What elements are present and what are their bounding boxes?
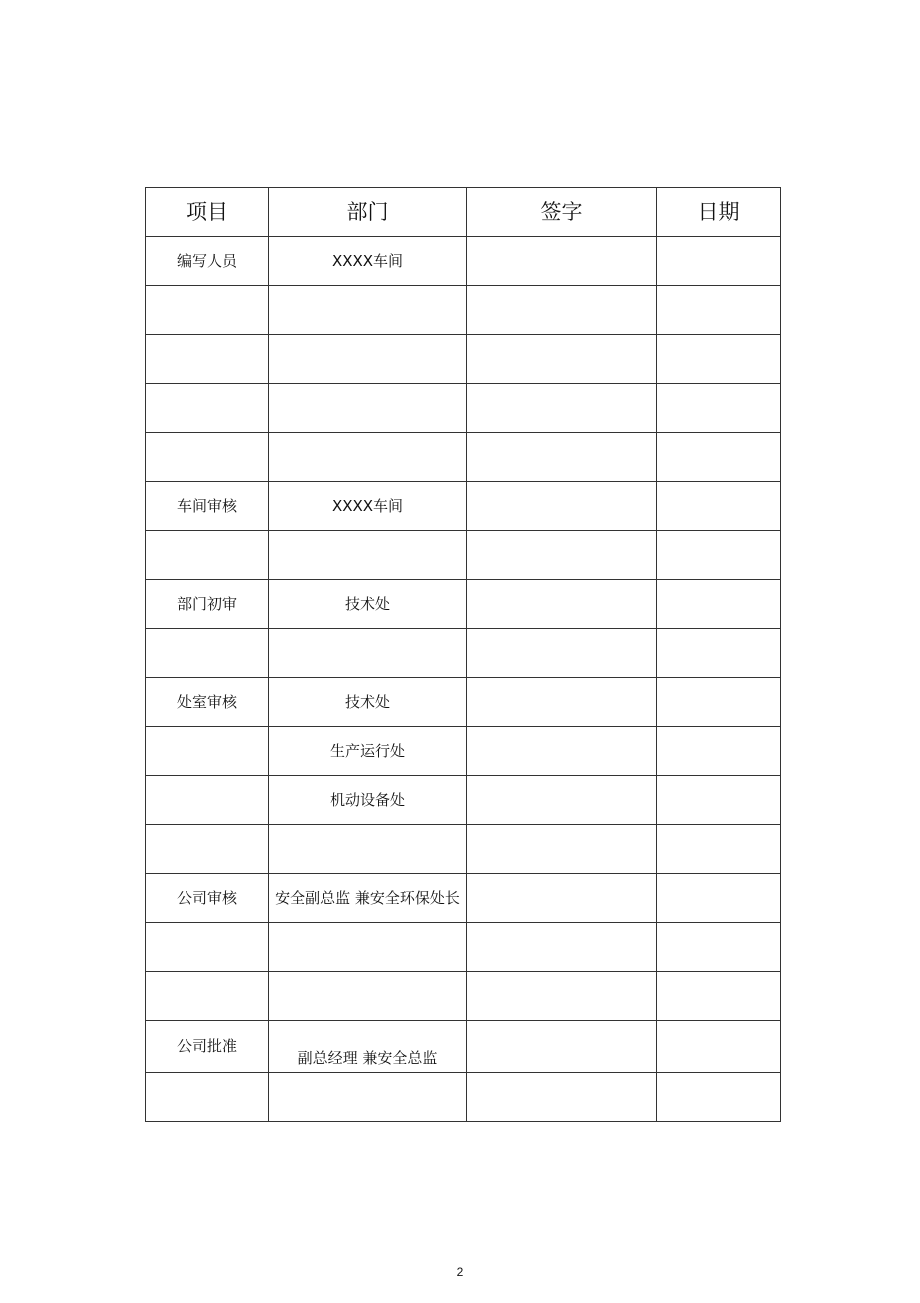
date-cell[interactable] [657,482,781,531]
approval-signoff-table [145,187,781,1122]
date-cell[interactable] [657,972,781,1021]
table-row [146,286,781,335]
signature-cell[interactable] [467,1073,657,1122]
department-cell: 机动设备处 [269,776,467,825]
table-row [146,1021,781,1073]
table-row [146,923,781,972]
department-cell: 安全副总监 兼安全环保处长 [269,874,467,923]
item-cell [146,433,269,482]
date-cell[interactable] [657,335,781,384]
signature-cell[interactable] [467,776,657,825]
date-cell[interactable] [657,727,781,776]
item-cell [146,776,269,825]
signature-cell[interactable] [467,237,657,286]
department-cell: 技术处 [269,678,467,727]
item-cell [146,825,269,874]
signature-cell[interactable] [467,727,657,776]
table-row [146,629,781,678]
date-cell[interactable] [657,286,781,335]
signature-cell[interactable] [467,335,657,384]
department-cell: 副总经理 兼安全总监 [269,1021,467,1073]
department-cell: XXXX车间 [269,482,467,531]
table-row [146,384,781,433]
department-cell [269,384,467,433]
date-cell[interactable] [657,629,781,678]
signature-cell[interactable] [467,678,657,727]
signature-cell[interactable] [467,433,657,482]
table-row [146,433,781,482]
table-row [146,580,781,629]
signature-cell[interactable] [467,972,657,1021]
department-cell: 技术处 [269,580,467,629]
item-cell [146,384,269,433]
page-number: 2 [456,1265,464,1279]
table-row [146,972,781,1021]
table-row [146,531,781,580]
header-date: 日期 [657,188,781,237]
item-cell: 处室审核 [146,678,269,727]
signature-cell[interactable] [467,531,657,580]
item-cell: 公司审核 [146,874,269,923]
item-cell [146,727,269,776]
department-cell [269,825,467,874]
department-cell [269,629,467,678]
department-cell: XXXX车间 [269,237,467,286]
table-body [146,188,781,1122]
header-department: 部门 [269,188,467,237]
date-cell[interactable] [657,1021,781,1073]
table-row [146,825,781,874]
date-cell[interactable] [657,874,781,923]
table-row [146,1073,781,1122]
table-row [146,335,781,384]
item-cell: 编写人员 [146,237,269,286]
item-cell: 公司批准 [146,1021,269,1073]
item-cell [146,335,269,384]
signature-cell[interactable] [467,482,657,531]
department-cell [269,923,467,972]
date-cell[interactable] [657,923,781,972]
date-cell[interactable] [657,678,781,727]
department-cell [269,972,467,1021]
date-cell[interactable] [657,1073,781,1122]
table-row [146,482,781,531]
item-cell [146,923,269,972]
department-cell [269,531,467,580]
item-cell [146,972,269,1021]
department-cell: 生产运行处 [269,727,467,776]
table-row [146,678,781,727]
table-row [146,237,781,286]
department-cell [269,1073,467,1122]
signature-cell[interactable] [467,923,657,972]
signature-cell[interactable] [467,286,657,335]
item-cell [146,629,269,678]
item-cell [146,531,269,580]
table-row [146,874,781,923]
date-cell[interactable] [657,531,781,580]
signature-cell[interactable] [467,384,657,433]
item-cell [146,1073,269,1122]
item-cell [146,286,269,335]
item-cell: 部门初审 [146,580,269,629]
signature-cell[interactable] [467,629,657,678]
signature-cell[interactable] [467,874,657,923]
date-cell[interactable] [657,237,781,286]
signature-cell[interactable] [467,580,657,629]
header-signature: 签字 [467,188,657,237]
date-cell[interactable] [657,580,781,629]
date-cell[interactable] [657,384,781,433]
date-cell[interactable] [657,825,781,874]
signature-cell[interactable] [467,1021,657,1073]
table-header-row [146,188,781,237]
date-cell[interactable] [657,776,781,825]
date-cell[interactable] [657,433,781,482]
table-row [146,776,781,825]
department-cell [269,335,467,384]
header-item: 项目 [146,188,269,237]
department-cell [269,286,467,335]
table-row [146,727,781,776]
item-cell: 车间审核 [146,482,269,531]
signature-cell[interactable] [467,825,657,874]
department-cell [269,433,467,482]
